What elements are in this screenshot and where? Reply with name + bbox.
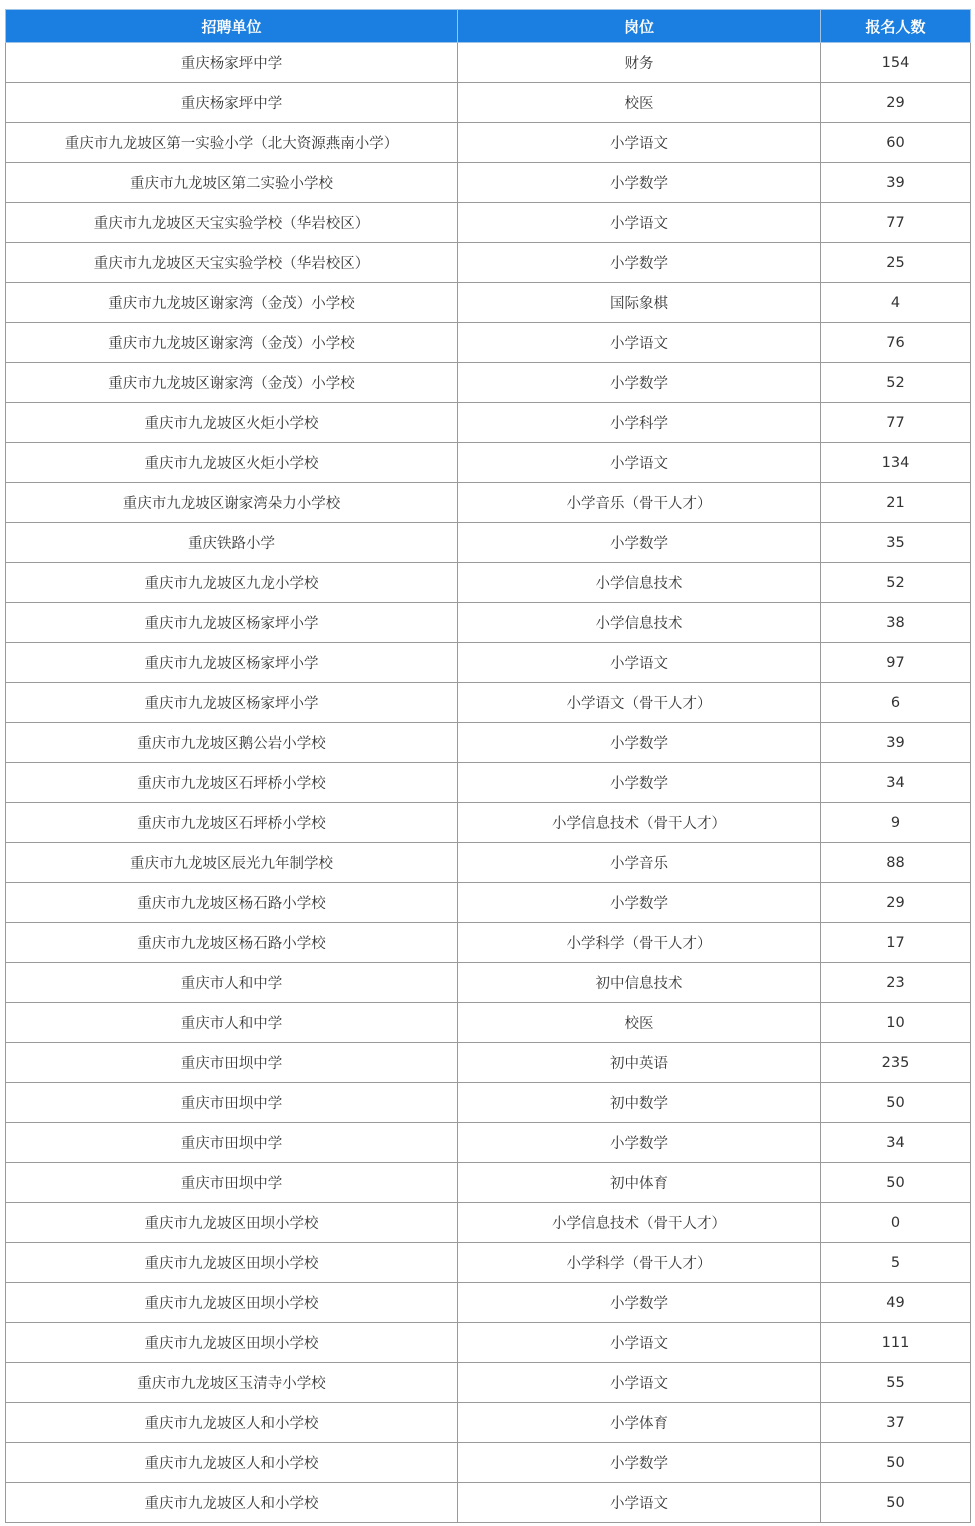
table-row [6, 83, 971, 123]
cell-unit: 重庆市九龙坡区鹅公岩小学校 [6, 723, 458, 763]
cell-applicants: 21 [821, 483, 971, 523]
cell-applicants: 235 [821, 1043, 971, 1083]
cell-position: 小学语文 [458, 203, 821, 243]
table-row [6, 1283, 971, 1323]
cell-position: 财务 [458, 43, 821, 83]
cell-unit: 重庆市九龙坡区火炬小学校 [6, 403, 458, 443]
header-unit: 招聘单位 [6, 10, 458, 43]
cell-applicants: 88 [821, 843, 971, 883]
cell-position: 小学数学 [458, 363, 821, 403]
cell-position: 小学信息技术（骨干人才） [458, 1203, 821, 1243]
cell-position: 小学语文 [458, 443, 821, 483]
table-row [6, 523, 971, 563]
cell-position: 小学语文 [458, 1483, 821, 1523]
table-row [6, 1323, 971, 1363]
cell-position: 小学数学 [458, 1283, 821, 1323]
cell-unit: 重庆市九龙坡区辰光九年制学校 [6, 843, 458, 883]
cell-position: 小学音乐（骨干人才） [458, 483, 821, 523]
cell-position: 初中数学 [458, 1083, 821, 1123]
table-row [6, 43, 971, 83]
cell-position: 小学语文 [458, 1363, 821, 1403]
cell-applicants: 23 [821, 963, 971, 1003]
cell-unit: 重庆市九龙坡区第二实验小学校 [6, 163, 458, 203]
cell-applicants: 5 [821, 1243, 971, 1283]
cell-unit: 重庆市九龙坡区人和小学校 [6, 1483, 458, 1523]
cell-applicants: 10 [821, 1003, 971, 1043]
cell-applicants: 39 [821, 723, 971, 763]
cell-applicants: 49 [821, 1283, 971, 1323]
cell-unit: 重庆市九龙坡区天宝实验学校（华岩校区） [6, 203, 458, 243]
table-row [6, 203, 971, 243]
table-row [6, 323, 971, 363]
table-row [6, 363, 971, 403]
cell-applicants: 35 [821, 523, 971, 563]
cell-unit: 重庆市田坝中学 [6, 1043, 458, 1083]
cell-unit: 重庆市九龙坡区田坝小学校 [6, 1243, 458, 1283]
table-row [6, 1043, 971, 1083]
cell-unit: 重庆市九龙坡区人和小学校 [6, 1403, 458, 1443]
cell-position: 校医 [458, 83, 821, 123]
cell-applicants: 52 [821, 563, 971, 603]
cell-position: 小学科学（骨干人才） [458, 923, 821, 963]
cell-applicants: 37 [821, 1403, 971, 1443]
cell-applicants: 34 [821, 763, 971, 803]
table-row [6, 403, 971, 443]
cell-position: 小学语文 [458, 1323, 821, 1363]
cell-position: 小学信息技术 [458, 603, 821, 643]
cell-unit: 重庆市九龙坡区杨家坪小学 [6, 643, 458, 683]
cell-position: 小学语文 [458, 323, 821, 363]
table-row [6, 483, 971, 523]
cell-applicants: 111 [821, 1323, 971, 1363]
table-row [6, 643, 971, 683]
cell-position: 小学数学 [458, 1443, 821, 1483]
cell-position: 初中体育 [458, 1163, 821, 1203]
cell-unit: 重庆市九龙坡区谢家湾（金茂）小学校 [6, 283, 458, 323]
table-row [6, 1203, 971, 1243]
cell-unit: 重庆杨家坪中学 [6, 43, 458, 83]
cell-unit: 重庆市九龙坡区谢家湾（金茂）小学校 [6, 363, 458, 403]
cell-applicants: 60 [821, 123, 971, 163]
cell-applicants: 50 [821, 1083, 971, 1123]
cell-unit: 重庆市九龙坡区杨石路小学校 [6, 883, 458, 923]
cell-applicants: 52 [821, 363, 971, 403]
recruitment-table-container [5, 9, 970, 1523]
cell-position: 初中英语 [458, 1043, 821, 1083]
cell-unit: 重庆市九龙坡区田坝小学校 [6, 1283, 458, 1323]
table-row [6, 1123, 971, 1163]
table-row [6, 243, 971, 283]
table-row [6, 923, 971, 963]
cell-applicants: 34 [821, 1123, 971, 1163]
cell-applicants: 50 [821, 1163, 971, 1203]
table-row [6, 1083, 971, 1123]
cell-unit: 重庆杨家坪中学 [6, 83, 458, 123]
cell-position: 小学科学（骨干人才） [458, 1243, 821, 1283]
cell-unit: 重庆市田坝中学 [6, 1123, 458, 1163]
cell-unit: 重庆市九龙坡区杨家坪小学 [6, 603, 458, 643]
cell-applicants: 77 [821, 203, 971, 243]
cell-applicants: 4 [821, 283, 971, 323]
cell-position: 初中信息技术 [458, 963, 821, 1003]
cell-unit: 重庆市九龙坡区火炬小学校 [6, 443, 458, 483]
header-position: 岗位 [458, 10, 821, 43]
table-row [6, 1483, 971, 1523]
table-row [6, 683, 971, 723]
cell-position: 小学数学 [458, 163, 821, 203]
cell-position: 小学语文 [458, 123, 821, 163]
cell-position: 小学科学 [458, 403, 821, 443]
table-row [6, 803, 971, 843]
cell-applicants: 55 [821, 1363, 971, 1403]
cell-position: 小学信息技术 [458, 563, 821, 603]
table-row [6, 1363, 971, 1403]
cell-position: 小学数学 [458, 243, 821, 283]
header-applicants: 报名人数 [821, 10, 971, 43]
cell-applicants: 154 [821, 43, 971, 83]
cell-unit: 重庆市九龙坡区田坝小学校 [6, 1203, 458, 1243]
cell-applicants: 134 [821, 443, 971, 483]
cell-applicants: 25 [821, 243, 971, 283]
cell-unit: 重庆市九龙坡区杨家坪小学 [6, 683, 458, 723]
cell-applicants: 29 [821, 883, 971, 923]
table-row [6, 1443, 971, 1483]
cell-unit: 重庆市九龙坡区九龙小学校 [6, 563, 458, 603]
cell-unit: 重庆市九龙坡区天宝实验学校（华岩校区） [6, 243, 458, 283]
cell-position: 校医 [458, 1003, 821, 1043]
cell-position: 小学体育 [458, 1403, 821, 1443]
cell-unit: 重庆市田坝中学 [6, 1083, 458, 1123]
table-body [6, 43, 971, 1523]
cell-applicants: 6 [821, 683, 971, 723]
cell-applicants: 97 [821, 643, 971, 683]
cell-unit: 重庆市人和中学 [6, 963, 458, 1003]
cell-unit: 重庆市九龙坡区石坪桥小学校 [6, 763, 458, 803]
cell-position: 小学语文 [458, 643, 821, 683]
table-row [6, 1243, 971, 1283]
cell-unit: 重庆市九龙坡区谢家湾（金茂）小学校 [6, 323, 458, 363]
table-row [6, 883, 971, 923]
table-row [6, 603, 971, 643]
table-row [6, 123, 971, 163]
table-row [6, 443, 971, 483]
cell-applicants: 38 [821, 603, 971, 643]
cell-position: 小学数学 [458, 763, 821, 803]
cell-unit: 重庆市九龙坡区田坝小学校 [6, 1323, 458, 1363]
cell-position: 小学数学 [458, 883, 821, 923]
cell-applicants: 50 [821, 1483, 971, 1523]
cell-applicants: 77 [821, 403, 971, 443]
cell-position: 小学数学 [458, 523, 821, 563]
table-row [6, 1403, 971, 1443]
cell-applicants: 9 [821, 803, 971, 843]
table-row [6, 963, 971, 1003]
cell-position: 小学信息技术（骨干人才） [458, 803, 821, 843]
cell-applicants: 76 [821, 323, 971, 363]
cell-unit: 重庆市九龙坡区石坪桥小学校 [6, 803, 458, 843]
cell-position: 小学数学 [458, 723, 821, 763]
table-row [6, 723, 971, 763]
table-row [6, 563, 971, 603]
cell-applicants: 50 [821, 1443, 971, 1483]
table-header-row [6, 10, 971, 43]
cell-position: 小学音乐 [458, 843, 821, 883]
cell-position: 小学数学 [458, 1123, 821, 1163]
cell-unit: 重庆市九龙坡区人和小学校 [6, 1443, 458, 1483]
cell-position: 小学语文（骨干人才） [458, 683, 821, 723]
cell-position: 国际象棋 [458, 283, 821, 323]
cell-unit: 重庆市人和中学 [6, 1003, 458, 1043]
cell-applicants: 29 [821, 83, 971, 123]
cell-applicants: 17 [821, 923, 971, 963]
table-row [6, 283, 971, 323]
table-row [6, 163, 971, 203]
cell-unit: 重庆市田坝中学 [6, 1163, 458, 1203]
table-row [6, 1003, 971, 1043]
table-row [6, 763, 971, 803]
cell-unit: 重庆市九龙坡区杨石路小学校 [6, 923, 458, 963]
table-row [6, 843, 971, 883]
cell-applicants: 39 [821, 163, 971, 203]
cell-applicants: 0 [821, 1203, 971, 1243]
cell-unit: 重庆市九龙坡区玉清寺小学校 [6, 1363, 458, 1403]
table-row [6, 1163, 971, 1203]
cell-unit: 重庆铁路小学 [6, 523, 458, 563]
recruitment-table [5, 9, 971, 1523]
cell-unit: 重庆市九龙坡区第一实验小学（北大资源燕南小学） [6, 123, 458, 163]
cell-unit: 重庆市九龙坡区谢家湾朵力小学校 [6, 483, 458, 523]
